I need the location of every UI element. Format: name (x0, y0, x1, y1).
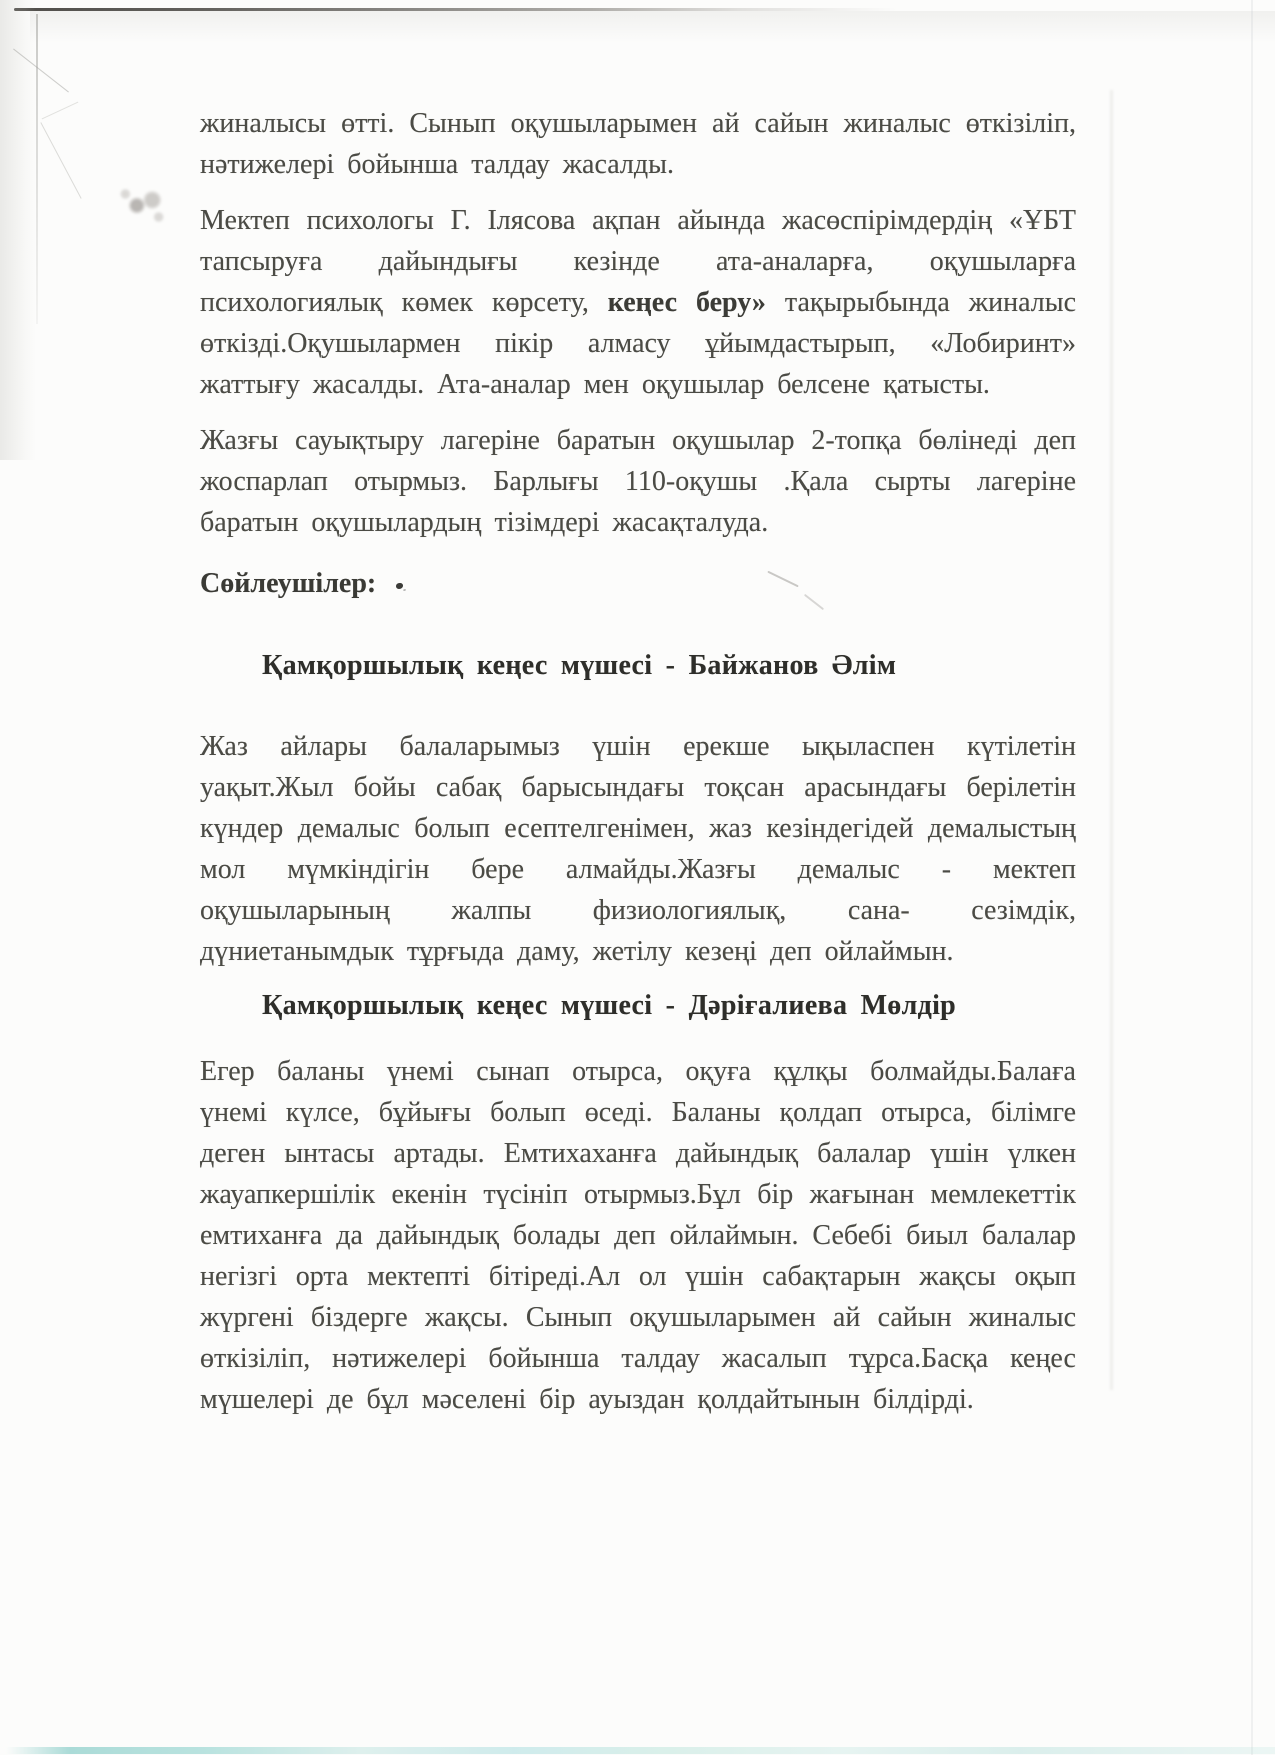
paragraph-summer-camp: Жазғы сауықтыру лагеріне баратын оқушылар 2-топқа бөлінеді деп жоспарлап отырмыз. Барлығы 110-оқушы .Қала сырты лагеріне баратын оқушылардың тізімдері жасақталуда. (200, 425, 1076, 538)
speakers-label: Сөйлеушілер: (200, 568, 377, 599)
paragraph-meeting-results: жиналысы өтті. Сынып оқушыларымен ай сайын жиналыс өткізіліп, нәтижелері бойынша талдау жасалды. (200, 108, 1076, 180)
speakers-label-line (200, 563, 1076, 604)
scan-bottom-edge-strip (6, 1747, 1275, 1754)
paragraph-speech-darigalieva: Егер баланы үнемі сынап отырса, оқуға құлқы болмайды.Балаға үнемі күлсе, бұйығы болып өседі. Баланы қолдап отырса, білімге деген ынтасы артады. Емтихаханға дайындық балалар үшін үлкен жауапкершілік екенін түсініп отырмыз.Бұл бір жағынан мемлекеттік емтиханға да дайындық болады деп ойлаймын. Себебі биыл балалар негізгі орта мектепті бітіреді.Ал ол үшін сабақтарын жақсы оқып жүргені біздерге жақсы. Сынып оқушыларымен ай сайын жиналыс өткізіліп, нәтижелері бойынша талдау жасалып тұрса.Басқа кеңес мүшелері де бұл мәселені бір ауыздан қолдайтынын білдірді. (200, 1056, 1076, 1415)
scan-right-edge-line (1251, 0, 1253, 1755)
paper-left-edge-shading (0, 0, 36, 460)
paper-crease (40, 122, 81, 198)
scan-top-shading (30, 11, 1275, 43)
text-run: Мектеп психологы Г. Ілясова ақпан айында жасөспірімдердің «ҰБТ тапсыруға дайындығы кезінде ата-аналарға, оқушыларға психологиялық көмек көрсету, (200, 205, 1076, 318)
paper-left-edge-line (36, 14, 38, 324)
text-run-bold: кеңес беру» (607, 287, 766, 318)
paragraph-speech-baizhanov: Жаз айлары балаларымыз үшін ерекше ықыласпен күтілетін уақыт.Жыл бойы сабақ барысындағы тоқсан арасындағы берілетін күндер демалыс болып есептелгенімен, жаз кезіндегідей демалыстың мол мүмкіндігін бере алмайды.Жазғы демалыс - мектеп оқушыларының жалпы физиологиялық, сана- сезімдік, дүниетанымдык тұрғыда даму, жетілу кезеңі деп ойлаймын. (200, 731, 1076, 967)
scan-vertical-streak (1110, 90, 1113, 1390)
paper-crease (42, 102, 79, 120)
ink-smudge (110, 178, 174, 228)
speaker-heading-darigalieva: Қамқоршылық кеңес мүшесі - Дәріғалиева Мөлдір (262, 990, 957, 1021)
speaker-heading-baizhanov: Қамқоршылық кеңес мүшесі - Байжанов Әлім (262, 650, 897, 681)
paragraph-psychologist (200, 200, 1076, 405)
text-run: тақырыбында жиналыс өткізді.Оқушылармен пікір алмасу ұйымдастырып, «Лобиринт» жаттығу жасалды. Ата-аналар мен оқушылар белсене қатысты. (200, 287, 1077, 400)
pen-mark-dot (396, 583, 403, 589)
